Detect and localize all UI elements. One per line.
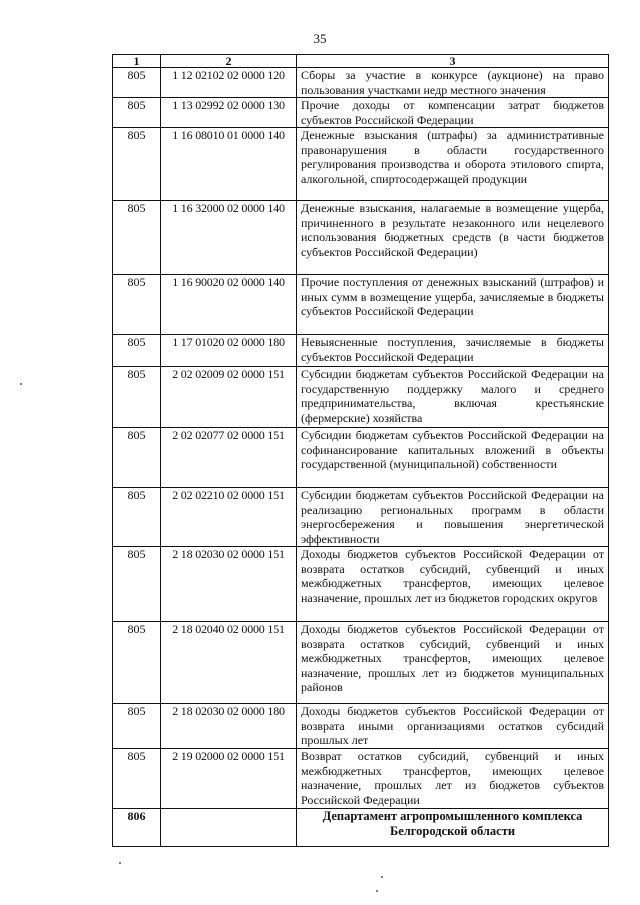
admin-code-cell: 805: [113, 367, 161, 428]
budget-code-cell: 2 02 02009 02 0000 151: [161, 367, 297, 428]
column-header-1: 1: [113, 55, 161, 68]
budget-code-cell: 1 13 02992 02 0000 130: [161, 98, 297, 128]
admin-code-cell: 805: [113, 749, 161, 809]
revenue-codes-table: [112, 54, 609, 847]
scan-speck: [381, 876, 383, 878]
budget-code-cell: 2 02 02210 02 0000 151: [161, 488, 297, 547]
budget-code-cell: 2 02 02077 02 0000 151: [161, 428, 297, 488]
description-cell: Доходы бюджетов субъектов Российской Федерации от возврата остатков субсидий, субвенций и иных межбюджетных трансфертов, имеющих целевое назначение, прошлых лет из бюджетов муниципальных районов: [297, 622, 609, 704]
description-cell: Сборы за участие в конкурсе (аукционе) на право пользования участками недр местного значения: [297, 68, 609, 98]
admin-code-cell: 805: [113, 128, 161, 201]
department-heading-cell: Департамент агропромышленного комплекса Белгородской области: [297, 809, 609, 847]
description-cell: Денежные взыскания, налагаемые в возмещение ущерба, причиненного в результате незаконного или нецелевого использования бюджетных средств (в части бюджетов субъектов Российской Федерации): [297, 201, 609, 275]
admin-code-cell: 805: [113, 704, 161, 749]
description-cell: Прочие доходы от компенсации затрат бюджетов субъектов Российской Федерации: [297, 98, 609, 128]
description-cell: Субсидии бюджетам субъектов Российской Федерации на государственную поддержку малого и среднего предпринимательства, включая крестьянские (фермерские) хозяйства: [297, 367, 609, 428]
table-row: [113, 428, 609, 488]
table-header-row: [113, 55, 609, 68]
table-row: [113, 488, 609, 547]
budget-code-cell: 2 18 02030 02 0000 151: [161, 547, 297, 622]
admin-code-cell: 805: [113, 488, 161, 547]
table-row: [113, 275, 609, 335]
admin-code-cell: 805: [113, 201, 161, 275]
budget-code-cell: 1 16 08010 01 0000 140: [161, 128, 297, 201]
page-number: 35: [313, 31, 327, 46]
budget-code-cell: 2 18 02040 02 0000 151: [161, 622, 297, 704]
budget-code-cell: 1 17 01020 02 0000 180: [161, 335, 297, 367]
description-cell: Субсидии бюджетам субъектов Российской Федерации на софинансирование капитальных вложений в объекты государственной (муниципальной) собственности: [297, 428, 609, 488]
description-cell: Доходы бюджетов субъектов Российской Федерации от возврата остатков субсидий, субвенций и иных межбюджетных трансфертов, имеющих целевое назначение, прошлых лет из бюджетов городских округов: [297, 547, 609, 622]
budget-code-cell: 1 16 32000 02 0000 140: [161, 201, 297, 275]
admin-code-cell: 805: [113, 275, 161, 335]
scan-speck: [119, 862, 121, 864]
table-row: [113, 704, 609, 749]
table-row: [113, 98, 609, 128]
description-cell: Доходы бюджетов субъектов Российской Федерации от возврата иными организациями остатков субсидий прошлых лет: [297, 704, 609, 749]
table-row: [113, 622, 609, 704]
scan-speck: [20, 383, 22, 385]
table-row: [113, 128, 609, 201]
budget-code-cell: [161, 809, 297, 847]
admin-code-cell: 805: [113, 68, 161, 98]
column-header-2: 2: [161, 55, 297, 68]
table-row: [113, 68, 609, 98]
table-row: [113, 367, 609, 428]
description-cell: Денежные взыскания (штрафы) за административные правонарушения в области государственного регулирования производства и оборота этилового спирта, алкогольной, спиртосодержащей продукции: [297, 128, 609, 201]
admin-code-cell: 805: [113, 98, 161, 128]
admin-code-cell: 805: [113, 547, 161, 622]
table-row-department: [113, 809, 609, 847]
scan-speck: [376, 890, 378, 892]
table-row: [113, 201, 609, 275]
admin-code-cell: 805: [113, 335, 161, 367]
budget-code-cell: 2 18 02030 02 0000 180: [161, 704, 297, 749]
table-row: [113, 335, 609, 367]
admin-code-cell: 806: [113, 809, 161, 847]
budget-code-cell: 2 19 02000 02 0000 151: [161, 749, 297, 809]
budget-code-cell: 1 16 90020 02 0000 140: [161, 275, 297, 335]
budget-code-cell: 1 12 02102 02 0000 120: [161, 68, 297, 98]
admin-code-cell: 805: [113, 622, 161, 704]
admin-code-cell: 805: [113, 428, 161, 488]
description-cell: Субсидии бюджетам субъектов Российской Федерации на реализацию региональных программ в области энергосбережения и повышения энергетической эффективности: [297, 488, 609, 547]
table-row: [113, 749, 609, 809]
column-header-3: 3: [297, 55, 609, 68]
description-cell: Прочие поступления от денежных взысканий (штрафов) и иных сумм в возмещение ущерба, зачисляемые в бюджеты субъектов Российской Федерации: [297, 275, 609, 335]
description-cell: Невыясненные поступления, зачисляемые в бюджеты субъектов Российской Федерации: [297, 335, 609, 367]
table-row: [113, 547, 609, 622]
description-cell: Возврат остатков субсидий, субвенций и иных межбюджетных трансфертов, имеющих целевое назначение, прошлых лет из бюджетов субъектов Российской Федерации: [297, 749, 609, 809]
